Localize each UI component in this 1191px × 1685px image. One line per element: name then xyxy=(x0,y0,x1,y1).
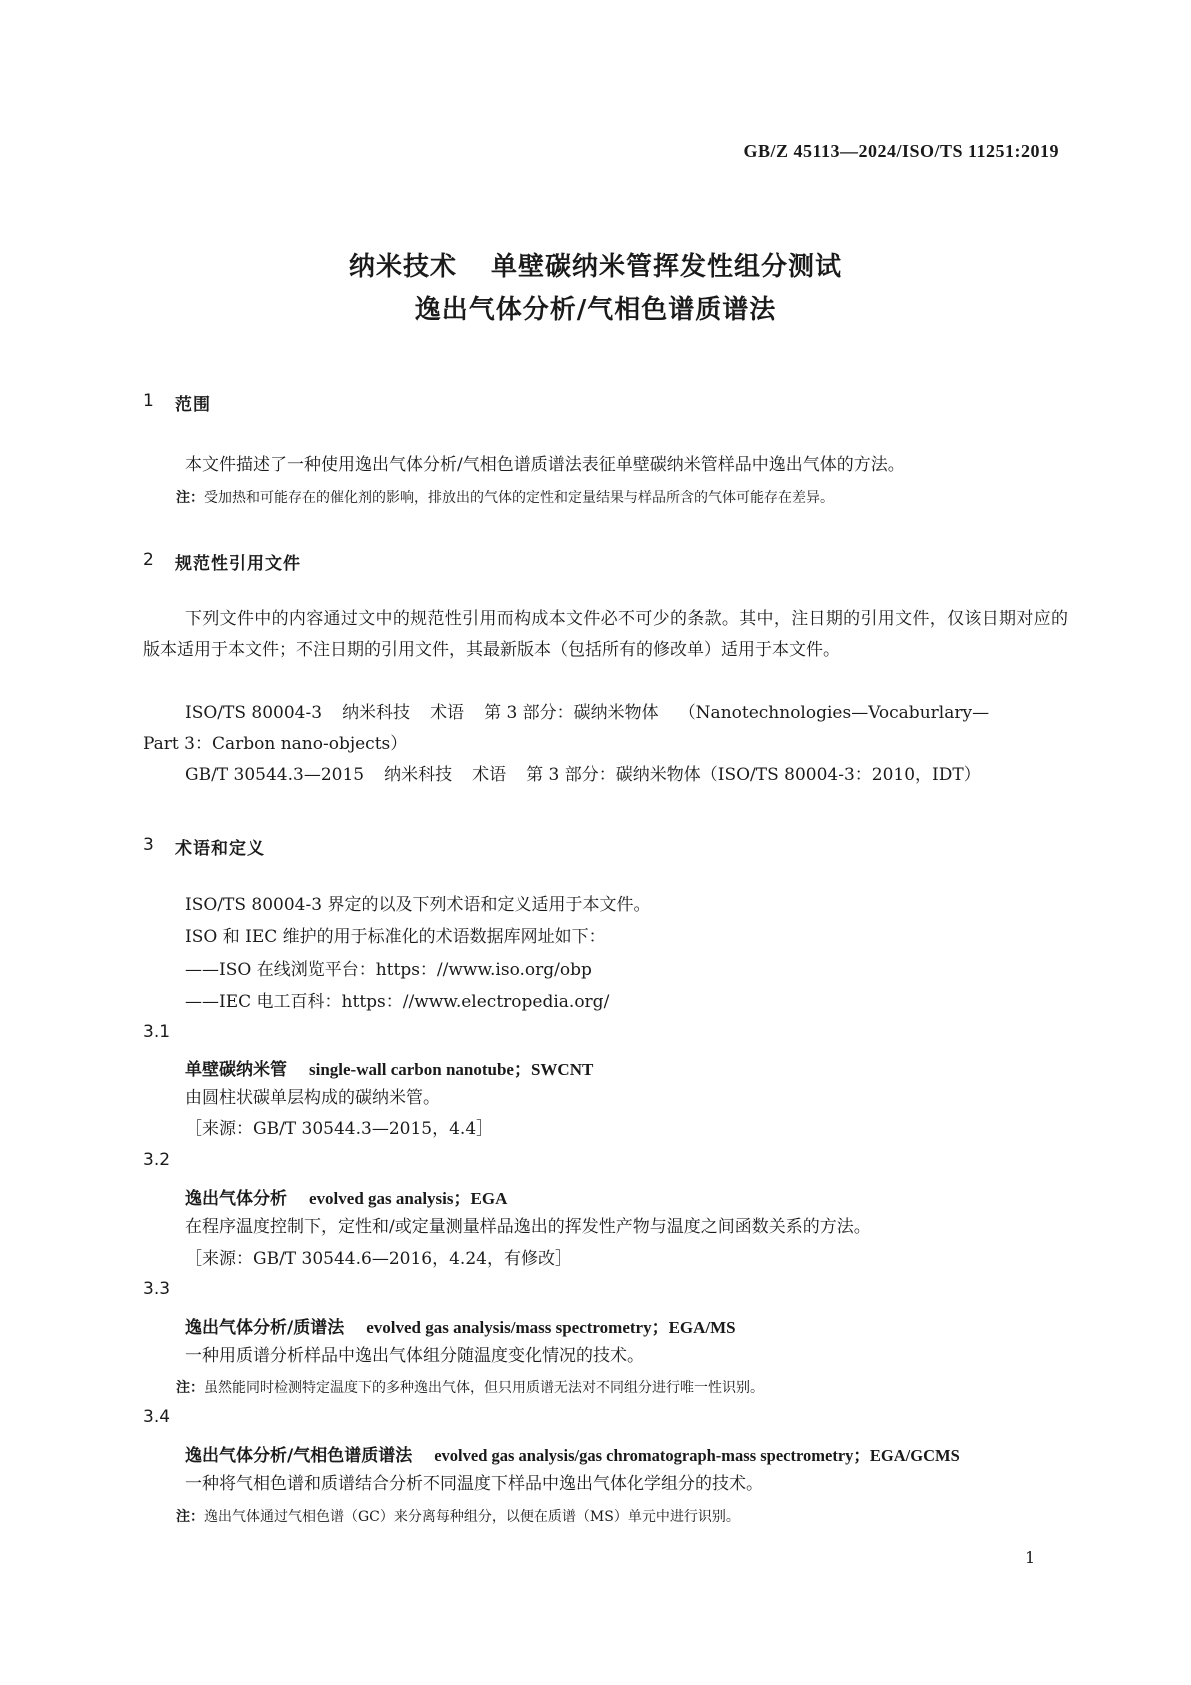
term-3-1-number: 3.1 xyxy=(143,1022,171,1042)
ref2-title-c: 第 3 部分：碳纳米物体（ISO/TS 80004-3：2010，IDT） xyxy=(526,765,981,785)
reference-1 xyxy=(185,698,989,729)
note-label: 注： xyxy=(176,1380,204,1396)
ref2-code: GB/T 30544.3—2015 xyxy=(185,765,365,785)
term-zh: 逸出气体分析 xyxy=(185,1189,287,1209)
term-3-3-title xyxy=(185,1313,736,1338)
term-en: evolved gas analysis/gas chromatograph-mass spectrometry；EGA/GCMS xyxy=(434,1446,960,1465)
document-title-line1 xyxy=(0,246,1191,283)
reference-2 xyxy=(185,760,981,791)
term-zh: 逸出气体分析/气相色谱质谱法 xyxy=(185,1446,413,1466)
section-1-heading: 范围 xyxy=(175,395,211,415)
reference-1-cont: Part 3：Carbon nano-objects） xyxy=(143,734,408,754)
term-3-3-note xyxy=(176,1377,764,1397)
ref2-title-a: 纳米科技 xyxy=(384,765,453,785)
ref2-title-b: 术语 xyxy=(472,765,507,785)
ref1-title-c: 第 3 部分：碳纳米物体 xyxy=(484,703,659,723)
section-2-number: 2 xyxy=(143,550,154,570)
ref1-en-a: （Nanotechnologies—Vocaburlary— xyxy=(678,703,990,723)
title-part2: 单壁碳纳米管挥发性组分测试 xyxy=(491,252,843,282)
note-label: 注： xyxy=(176,1509,204,1525)
term-en: evolved gas analysis/mass spectrometry；EGA/MS xyxy=(366,1318,736,1337)
term-3-4-note xyxy=(176,1506,740,1526)
note-label: 注： xyxy=(176,490,204,506)
note-text: 受加热和可能存在的催化剂的影响，排放出的气体的定性和定量结果与样品所含的气体可能存在差异。 xyxy=(204,490,834,506)
section-2-paragraph: 下列文件中的内容通过文中的规范性引用而构成本文件必不可少的条款。其中，注日期的引用文件，仅该日期对应的版本适用于本文件；不注日期的引用文件，其最新版本（包括所有的修改单）适用于本文件。 xyxy=(143,609,1068,660)
term-3-2-title xyxy=(185,1184,507,1209)
section-2-heading: 规范性引用文件 xyxy=(175,554,301,574)
term-3-2-definition: 在程序温度控制下，定性和/或定量测量样品逸出的挥发性产物与温度之间函数关系的方法。 xyxy=(185,1217,871,1237)
section-1-note xyxy=(176,487,834,507)
term-3-4-definition: 一种将气相色谱和质谱结合分析不同温度下样品中逸出气体化学组分的技术。 xyxy=(185,1474,763,1494)
term-en: single-wall carbon nanotube；SWCNT xyxy=(309,1060,594,1079)
ref1-code: ISO/TS 80004-3 xyxy=(185,703,323,723)
term-zh: 单壁碳纳米管 xyxy=(185,1060,287,1080)
section-1-number: 1 xyxy=(143,391,154,411)
term-3-3-number: 3.3 xyxy=(143,1279,171,1299)
section-3-line2: ISO 和 IEC 维护的用于标准化的术语数据库网址如下： xyxy=(185,927,606,947)
ref1-title-a: 纳米科技 xyxy=(342,703,411,723)
term-en: evolved gas analysis；EGA xyxy=(309,1189,508,1208)
page-number: 1 xyxy=(1025,1548,1036,1567)
term-3-2-number: 3.2 xyxy=(143,1150,171,1170)
section-3-number: 3 xyxy=(143,835,154,855)
term-3-2-source: ［来源：GB/T 30544.6—2016，4.24，有修改］ xyxy=(185,1249,572,1269)
term-3-1-source: ［来源：GB/T 30544.3—2015，4.4］ xyxy=(185,1119,494,1139)
term-3-4-number: 3.4 xyxy=(143,1407,171,1427)
term-3-3-definition: 一种用质谱分析样品中逸出气体组分随温度变化情况的技术。 xyxy=(185,1346,644,1366)
standard-code: GB/Z 45113—2024/ISO/TS 11251:2019 xyxy=(743,141,1059,161)
section-3-heading: 术语和定义 xyxy=(175,839,265,859)
ref1-title-b: 术语 xyxy=(430,703,465,723)
term-3-1-title xyxy=(185,1055,593,1080)
term-3-4-title xyxy=(185,1441,960,1466)
document-title-line2: 逸出气体分析/气相色谱质谱法 xyxy=(414,295,777,325)
section-3-line1: ISO/TS 80004-3 界定的以及下列术语和定义适用于本文件。 xyxy=(185,895,651,915)
title-part1: 纳米技术 xyxy=(348,252,457,282)
note-text: 虽然能同时检测特定温度下的多种逸出气体，但只用质谱无法对不同组分进行唯一性识别。 xyxy=(204,1380,764,1396)
iso-obp-link[interactable]: ——ISO 在线浏览平台：https：//www.iso.org/obp xyxy=(185,960,592,980)
iec-electropedia-link[interactable]: ——IEC 电工百科：https：//www.electropedia.org/ xyxy=(185,992,610,1012)
note-text: 逸出气体通过气相色谱（GC）来分离每种组分，以便在质谱（MS）单元中进行识别。 xyxy=(204,1509,740,1525)
term-3-1-definition: 由圆柱状碳单层构成的碳纳米管。 xyxy=(185,1088,440,1108)
term-zh: 逸出气体分析/质谱法 xyxy=(185,1318,345,1338)
section-1-paragraph: 本文件描述了一种使用逸出气体分析/气相色谱质谱法表征单壁碳纳米管样品中逸出气体的方法。 xyxy=(185,455,905,475)
